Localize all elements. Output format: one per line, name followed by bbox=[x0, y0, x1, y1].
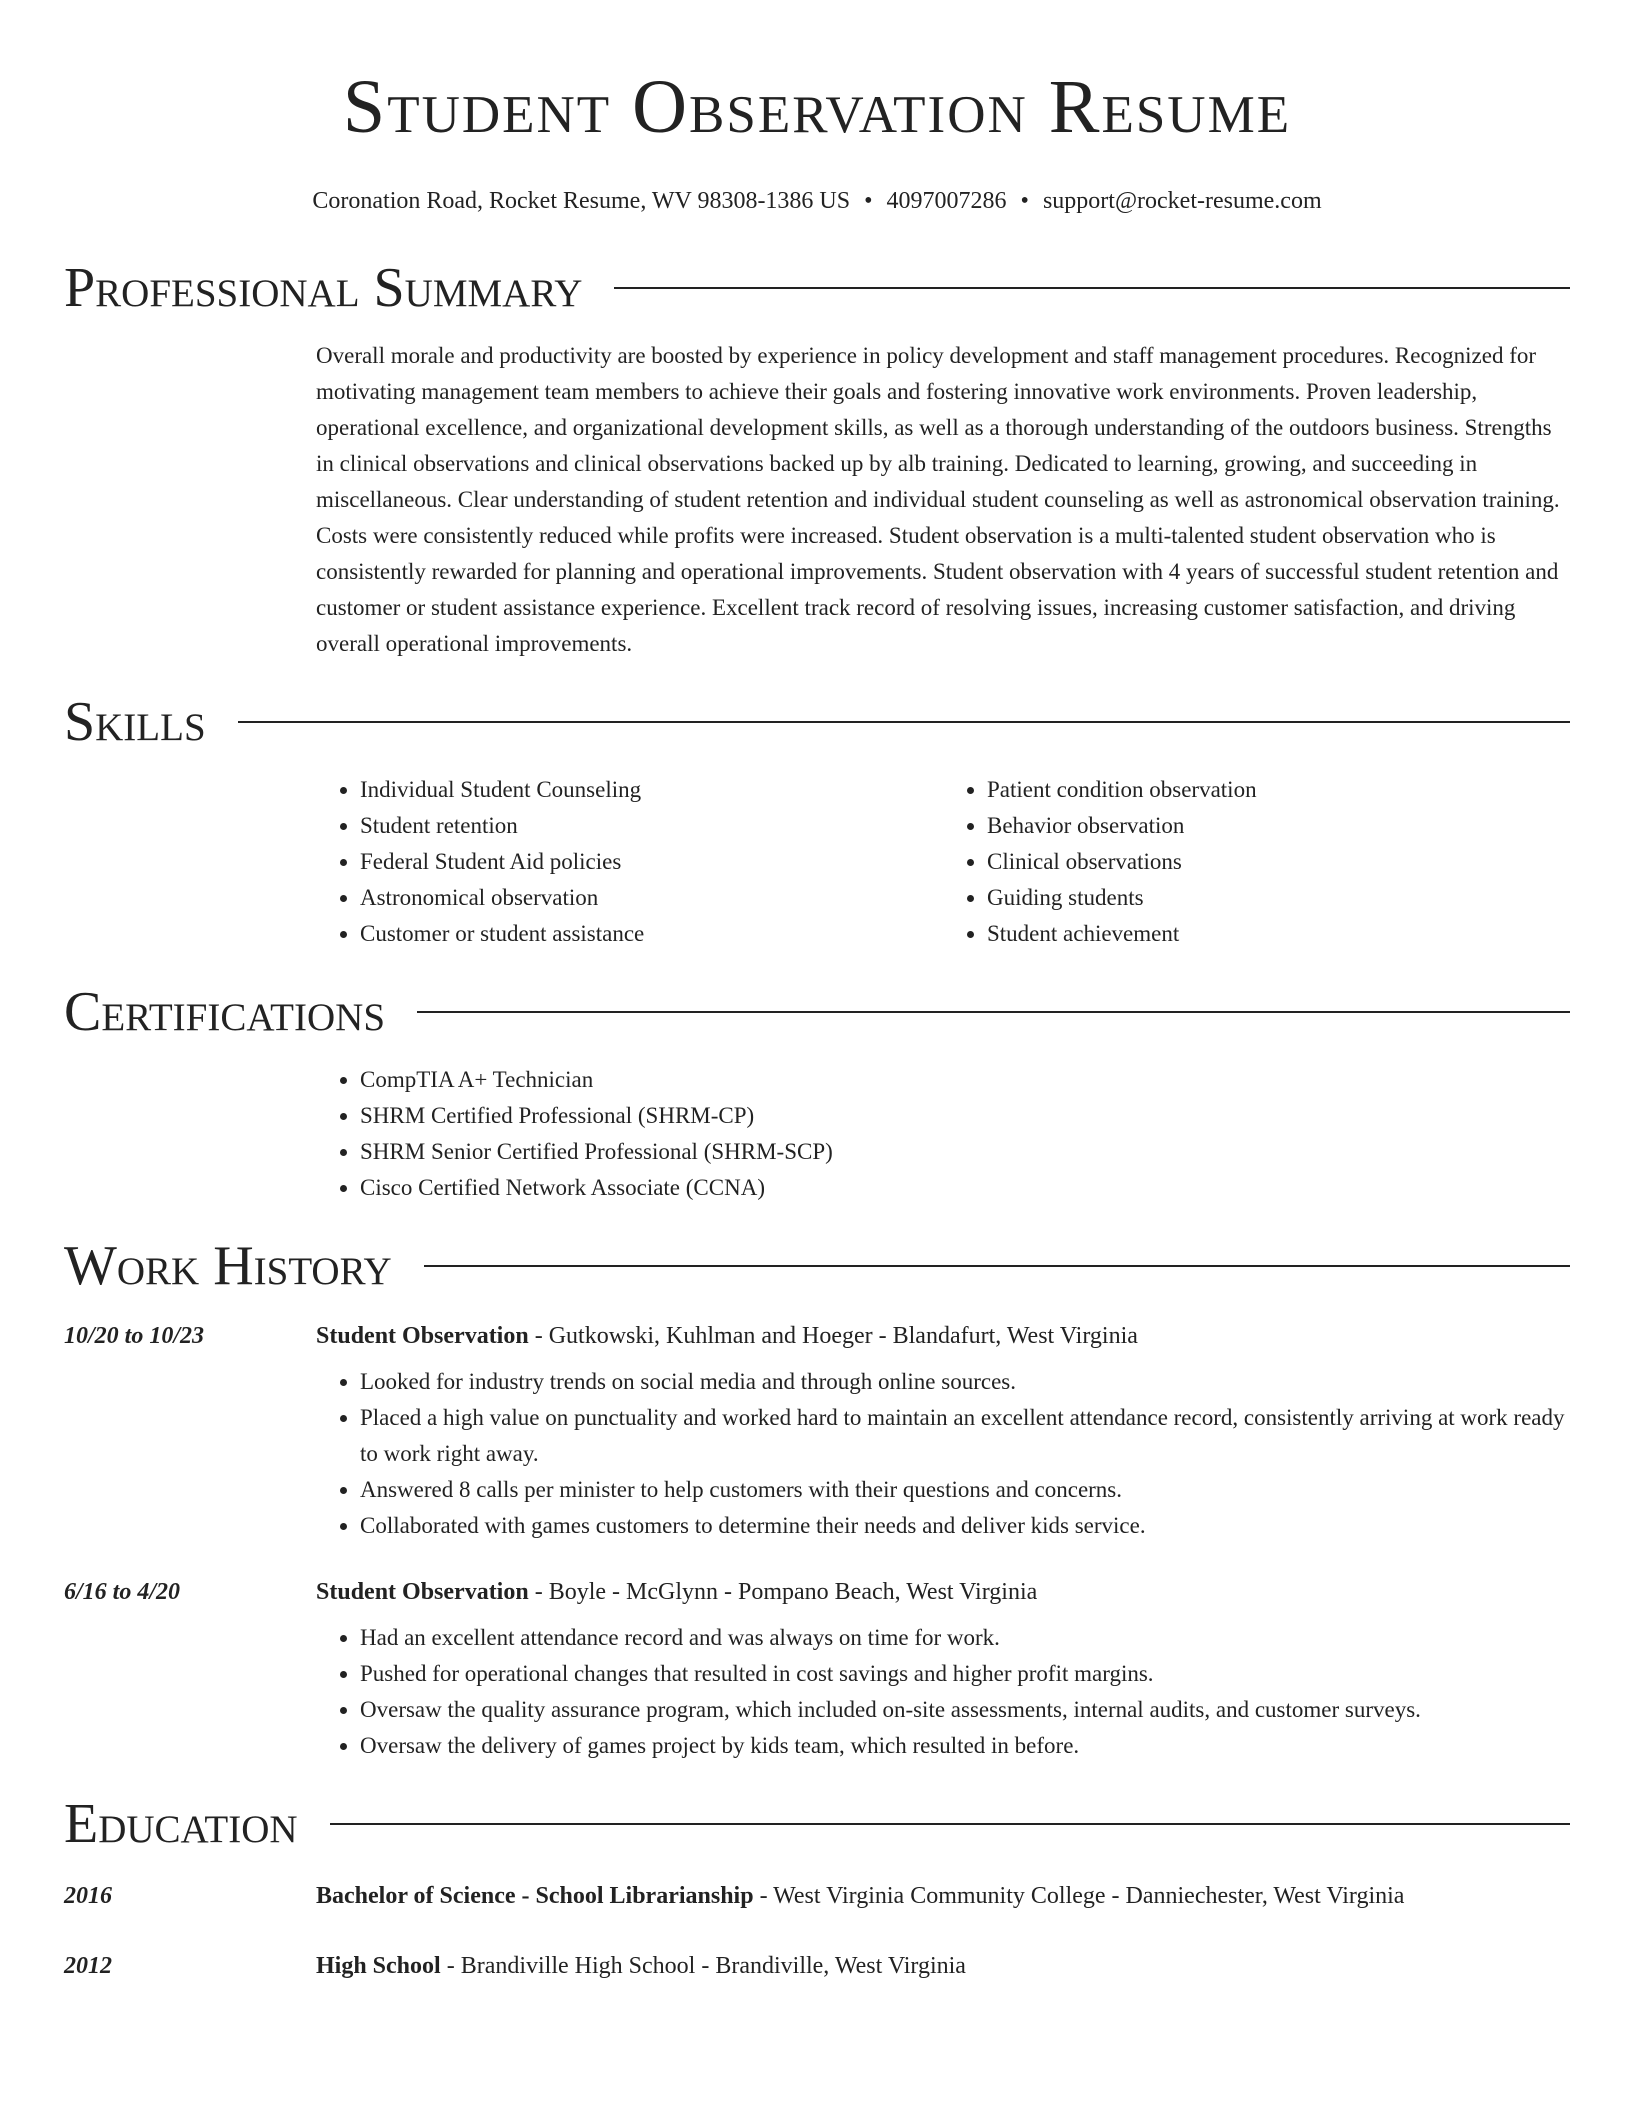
job-header bbox=[316, 1318, 1570, 1354]
job-entry bbox=[64, 1318, 1570, 1544]
skills-section-header bbox=[64, 690, 1570, 754]
summary-text: Overall morale and productivity are boosted by experience in policy development and staff management procedures. Recognized for motivating management team members to achieve their goals and fostering innovative work environments. Proven leadership, operational excellence, and organizational development skills, as well as a thorough understanding of the outdoors business. Strengths in clinical observations and clinical observations backed up by alb training. Dedicated to learning, growing, and succeeding in miscellaneous. Clear understanding of student retention and individual student counseling as well as astronomical observation training. Costs were consistently reduced while profits were increased. Student observation is a multi-talented student observation who is consistently rewarded for planning and operational improvements. Student observation with 4 years of successful student retention and customer or student assistance experience. Excellent track record of resolving issues, increasing customer satisfaction, and driving overall operational improvements. bbox=[316, 343, 1560, 656]
phone: 4097007286 bbox=[886, 188, 1007, 214]
email: support@rocket-resume.com bbox=[1042, 188, 1322, 214]
job-details: - Gutkowski, Kuhlman and Hoeger - Blandafurt, West Virginia bbox=[528, 1323, 1138, 1349]
education-degree: High School bbox=[316, 1953, 441, 1979]
job-dates: 6/16 to 4/20 bbox=[64, 1579, 181, 1605]
summary-body bbox=[316, 338, 1570, 662]
resume-title: Student Observation Resume bbox=[342, 65, 1292, 149]
certifications-list bbox=[316, 1062, 1570, 1206]
resume-page bbox=[64, 0, 1570, 1984]
job-bullet: • Looked for industry trends on social media and through online sources. bbox=[360, 1364, 1570, 1400]
section-divider bbox=[614, 287, 1570, 289]
job-bullet: • Answered 8 calls per minister to help customers with their questions and concerns. bbox=[360, 1472, 1570, 1508]
education-details: - West Virginia Community College - Danniechester, West Virginia bbox=[753, 1883, 1405, 1909]
skill-item: • Individual Student Counseling bbox=[360, 772, 943, 808]
skill-item: • Astronomical observation bbox=[360, 880, 943, 916]
skill-item: • Student achievement bbox=[987, 916, 1570, 952]
skills-list bbox=[316, 772, 1570, 952]
summary-heading: Professional Summary bbox=[64, 257, 583, 319]
certifications-section-header bbox=[64, 980, 1570, 1044]
education-header bbox=[316, 1878, 1570, 1914]
skill-item: • Guiding students bbox=[987, 880, 1570, 916]
skill-item: • Patient condition observation bbox=[987, 772, 1570, 808]
address: Coronation Road, Rocket Resume, WV 98308-1386 US bbox=[312, 188, 851, 214]
education-degree: Bachelor of Science - School Librarianship bbox=[316, 1883, 754, 1909]
job-bullet: • Collaborated with games customers to determine their needs and deliver kids service. bbox=[360, 1508, 1570, 1544]
education-header bbox=[316, 1948, 1570, 1984]
section-divider bbox=[238, 721, 1570, 723]
work-section-header bbox=[64, 1234, 1570, 1298]
contact-separator: • bbox=[864, 188, 873, 214]
skill-item: • Customer or student assistance bbox=[360, 916, 943, 952]
certification-item: • Cisco Certified Network Associate (CCNA) bbox=[360, 1170, 1570, 1206]
education-details: - Brandiville High School - Brandiville, West Virginia bbox=[440, 1953, 966, 1979]
education-entry bbox=[64, 1878, 1570, 1914]
certification-item: • CompTIA A+ Technician bbox=[360, 1062, 1570, 1098]
skills-column-right bbox=[943, 772, 1570, 952]
contact-line bbox=[64, 186, 1570, 216]
contact-separator: • bbox=[1020, 188, 1029, 214]
job-entry bbox=[64, 1574, 1570, 1764]
job-bullets bbox=[316, 1620, 1570, 1764]
education-section-header bbox=[64, 1792, 1570, 1856]
education-year: 2016 bbox=[64, 1883, 112, 1909]
skills-column-left bbox=[316, 772, 943, 952]
work-heading: Work History bbox=[64, 1235, 392, 1297]
summary-section-header bbox=[64, 256, 1570, 320]
skill-item: • Student retention bbox=[360, 808, 943, 844]
skill-item: • Clinical observations bbox=[987, 844, 1570, 880]
section-divider bbox=[330, 1823, 1570, 1825]
job-header bbox=[316, 1574, 1570, 1610]
section-divider bbox=[417, 1011, 1570, 1013]
job-role: Student Observation bbox=[316, 1323, 529, 1349]
certification-item: • SHRM Senior Certified Professional (SHRM-SCP) bbox=[360, 1134, 1570, 1170]
education-year: 2012 bbox=[64, 1953, 112, 1979]
education-entry bbox=[64, 1948, 1570, 1984]
job-dates: 10/20 to 10/23 bbox=[64, 1323, 205, 1349]
job-role: Student Observation bbox=[316, 1579, 529, 1605]
job-bullet: • Placed a high value on punctuality and worked hard to maintain an excellent attendance record, consistently arriving at work ready to work right away. bbox=[360, 1400, 1570, 1472]
job-details: - Boyle - McGlynn - Pompano Beach, West Virginia bbox=[528, 1579, 1038, 1605]
job-bullet: • Oversaw the quality assurance program, which included on-site assessments, internal audits, and customer surveys. bbox=[360, 1692, 1570, 1728]
job-bullets bbox=[316, 1364, 1570, 1544]
job-bullet: • Oversaw the delivery of games project by kids team, which resulted in before. bbox=[360, 1728, 1570, 1764]
job-bullet: • Had an excellent attendance record and was always on time for work. bbox=[360, 1620, 1570, 1656]
skills-heading: Skills bbox=[64, 691, 206, 753]
job-bullet: • Pushed for operational changes that resulted in cost savings and higher profit margins. bbox=[360, 1656, 1570, 1692]
section-divider bbox=[424, 1265, 1570, 1267]
education-heading: Education bbox=[64, 1793, 298, 1855]
skill-item: • Behavior observation bbox=[987, 808, 1570, 844]
certifications-heading: Certifications bbox=[64, 981, 386, 1043]
skill-item: • Federal Student Aid policies bbox=[360, 844, 943, 880]
certification-item: • SHRM Certified Professional (SHRM-CP) bbox=[360, 1098, 1570, 1134]
